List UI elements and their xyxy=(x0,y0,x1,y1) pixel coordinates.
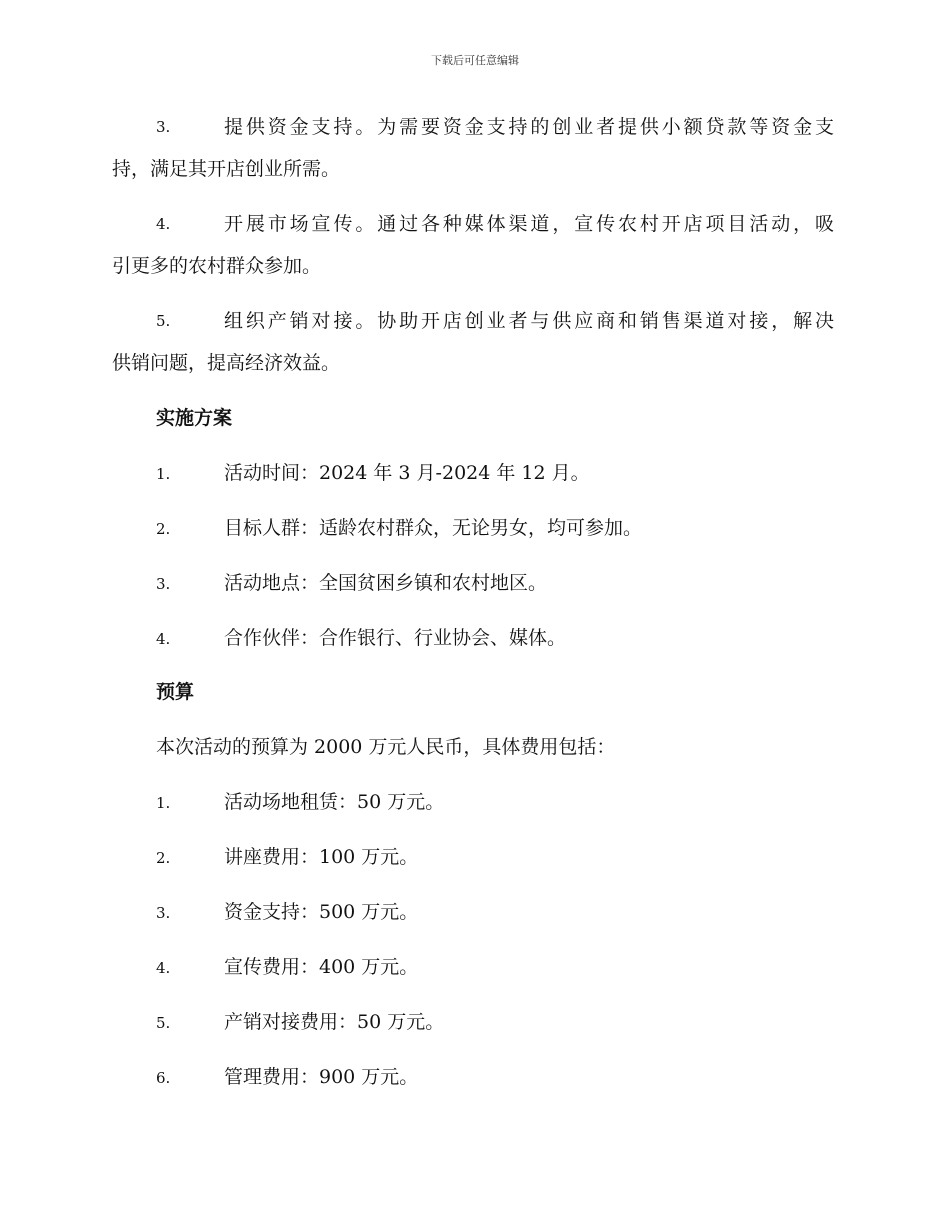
list-number: 3. xyxy=(156,575,171,593)
list-number: 2. xyxy=(156,520,171,538)
list-number: 5. xyxy=(156,312,171,330)
page-header: 下载后可任意编辑 xyxy=(431,54,519,67)
list-text-line2: 引更多的农村群众参加。 xyxy=(112,255,322,277)
list-text-line1: 组织产销对接。协助开店创业者与供应商和销售渠道对接，解决 xyxy=(224,310,834,332)
list-number: 2. xyxy=(156,849,171,867)
list-text: 管理费用：900 万元。 xyxy=(224,1066,419,1088)
list-text-line2: 供销问题，提高经济效益。 xyxy=(112,352,341,374)
list-text: 活动时间：2024 年 3 月-2024 年 12 月。 xyxy=(224,462,590,484)
list-number: 1. xyxy=(156,794,171,812)
list-text-line1: 开展市场宣传。通过各种媒体渠道，宣传农村开店项目活动，吸 xyxy=(224,213,834,235)
section-heading-budget: 预算 xyxy=(156,681,195,703)
list-text: 宣传费用：400 万元。 xyxy=(224,956,419,978)
list-number: 4. xyxy=(156,215,171,233)
list-number: 3. xyxy=(156,904,171,922)
list-text: 活动场地租赁：50 万元。 xyxy=(224,791,445,813)
list-number: 4. xyxy=(156,959,171,977)
list-text: 活动地点：全国贫困乡镇和农村地区。 xyxy=(224,572,548,594)
list-text: 资金支持：500 万元。 xyxy=(224,901,419,923)
section-heading-implementation: 实施方案 xyxy=(156,407,233,429)
list-text-line2: 持，满足其开店创业所需。 xyxy=(112,158,341,180)
list-number: 3. xyxy=(156,118,171,136)
list-text: 产销对接费用：50 万元。 xyxy=(224,1011,445,1033)
list-text: 合作伙伴：合作银行、行业协会、媒体。 xyxy=(224,627,567,649)
list-text: 讲座费用：100 万元。 xyxy=(224,846,419,868)
list-number: 1. xyxy=(156,465,171,483)
list-number: 5. xyxy=(156,1014,171,1032)
list-number: 4. xyxy=(156,630,171,648)
budget-intro: 本次活动的预算为 2000 万元人民币，具体费用包括： xyxy=(156,736,616,758)
list-number: 6. xyxy=(156,1069,171,1087)
list-text-line1: 提供资金支持。为需要资金支持的创业者提供小额贷款等资金支 xyxy=(224,116,834,138)
list-text: 目标人群：适龄农村群众，无论男女，均可参加。 xyxy=(224,517,643,539)
